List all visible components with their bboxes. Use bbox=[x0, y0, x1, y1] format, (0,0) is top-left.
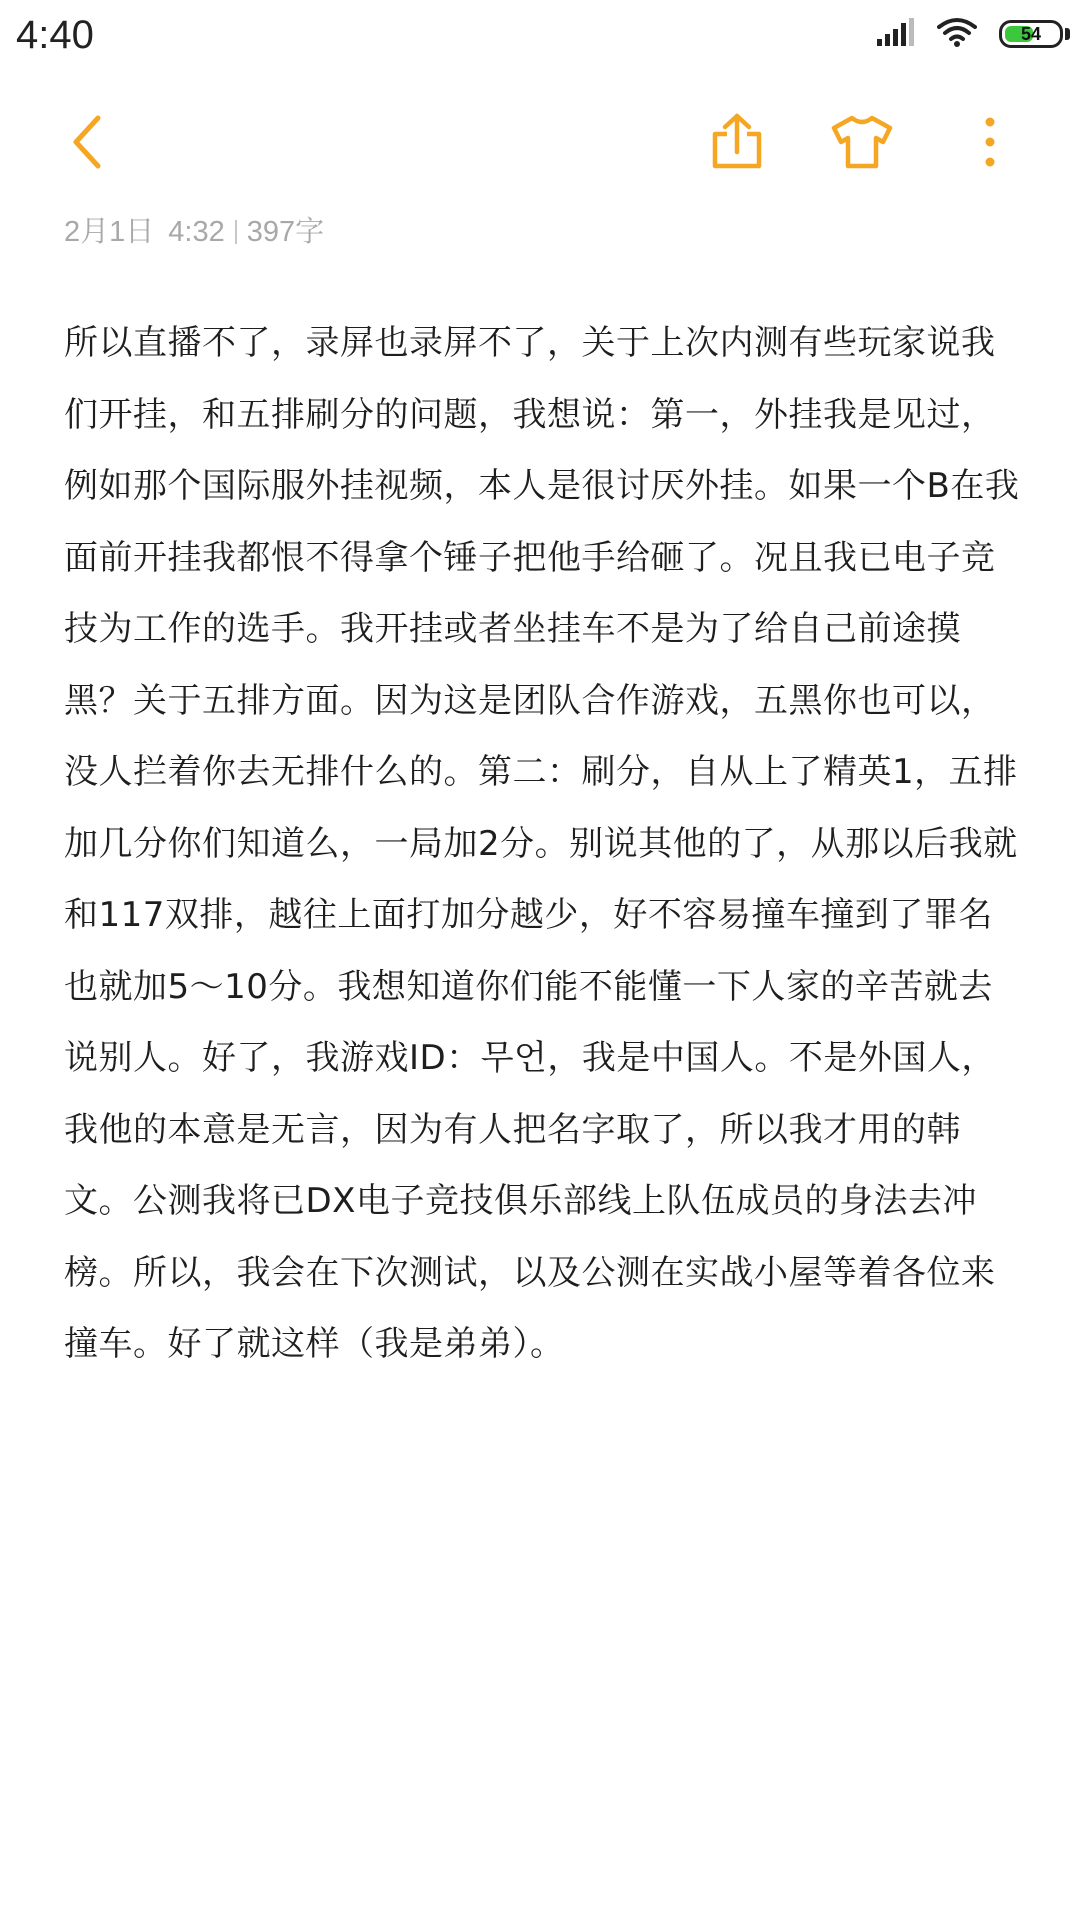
status-bar bbox=[0, 0, 1080, 70]
note-word-count: 397字 bbox=[246, 216, 325, 248]
theme-button[interactable] bbox=[830, 110, 894, 174]
more-options-button[interactable] bbox=[958, 110, 1022, 174]
share-icon bbox=[709, 112, 765, 172]
wifi-icon bbox=[937, 17, 977, 51]
battery-percent: 54 bbox=[1020, 24, 1042, 44]
chevron-left-icon bbox=[68, 112, 108, 172]
status-time: 4:40 bbox=[16, 13, 94, 57]
share-button[interactable] bbox=[705, 110, 769, 174]
battery-icon bbox=[999, 20, 1063, 48]
note-date: 2月1日 bbox=[64, 216, 155, 248]
note-time: 4:32 bbox=[168, 216, 225, 248]
cellular-signal-icon bbox=[875, 17, 915, 51]
back-button[interactable] bbox=[56, 110, 120, 174]
note-body-text[interactable]: 所以直播不了，录屏也录屏不了，关于上次内测有些玩家说我们开挂，和五排刷分的问题，我想说：第一，外挂我是见过，例如那个国际服外挂视频，本人是很讨厌外挂。如果一个B在我面前开挂我都恨不得拿个锤子把他手给砸了。况且我已电子竞技为工作的选手。我开挂或者坐挂车不是为了给自己前途摸黑？关于五排方面。因为这是团队合作游戏，五黑你也可以，没人拦着你去无排什么的。第二：刷分，自从上了精英1，五排加几分你们知道么，一局加2分。别说其他的了，从那以后我就和117双排，越往上面打加分越少，好不容易撞车撞到了罪名也就加5～10分。我想知道你们能不能懂一下人家的辛苦就去说别人。好了，我游戏ID：무언，我是中国人。不是外国人，我他的本意是无言，因为有人把名字取了，所以我才用的韩文。公测我将已DX电子竞技俱乐部线上队伍成员的身法去冲榜。所以，我会在下次测试，以及公测在实战小屋等着各位来撞车。好了就这样（我是弟弟）。 bbox=[64, 323, 1020, 1364]
note-toolbar bbox=[0, 90, 1080, 190]
status-icons bbox=[875, 14, 1070, 54]
note-meta bbox=[64, 212, 324, 252]
tshirt-icon bbox=[830, 114, 894, 170]
more-vertical-icon bbox=[980, 114, 1000, 170]
meta-divider bbox=[235, 220, 237, 244]
battery-cap bbox=[1065, 28, 1070, 40]
